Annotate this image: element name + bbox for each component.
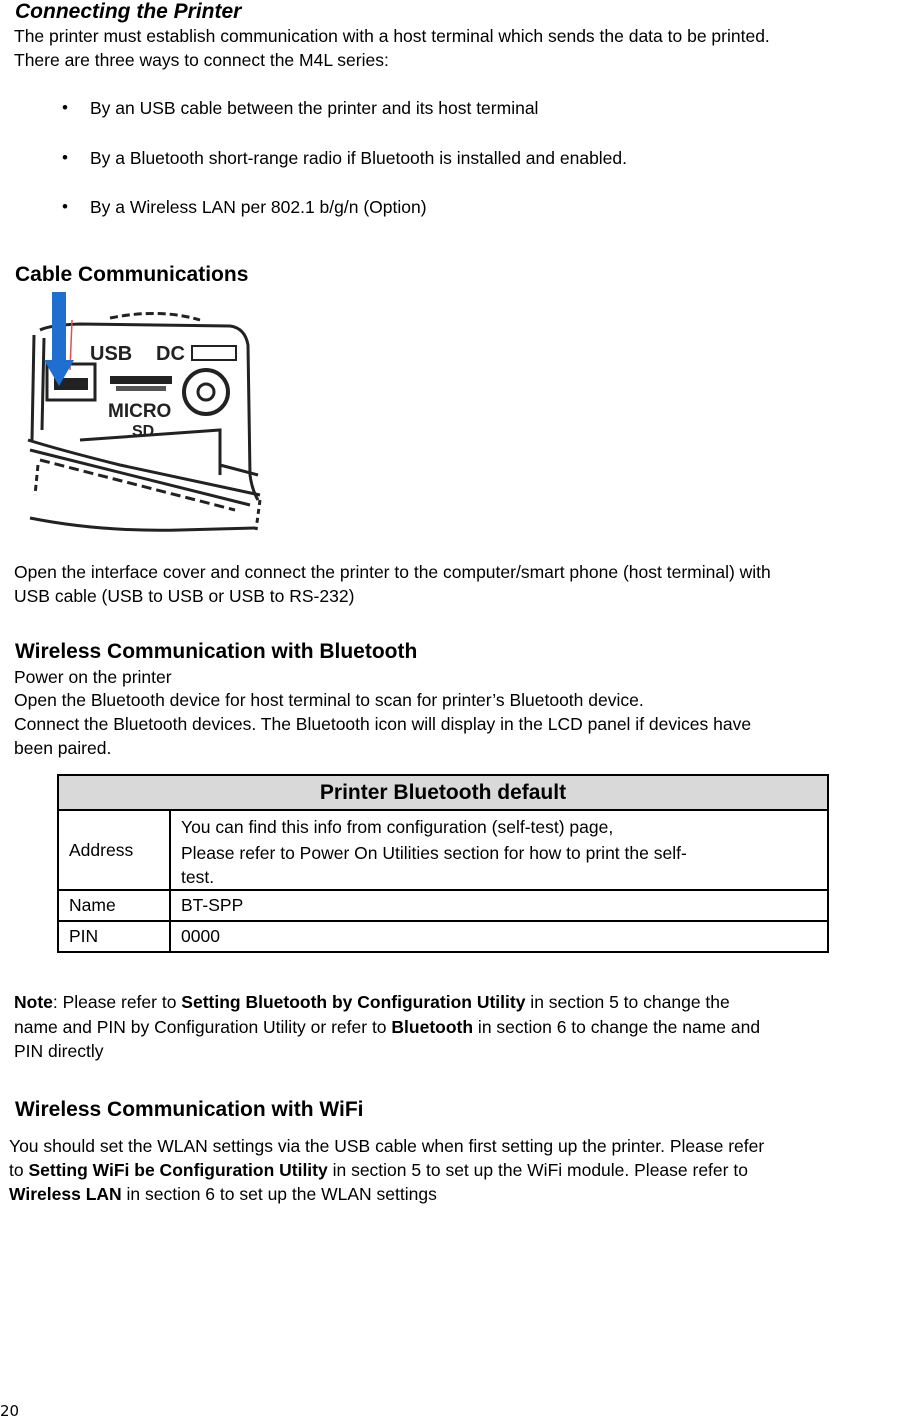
- wifi-title: Wireless Communication with WiFi: [15, 1098, 364, 1121]
- address-value-line2: Please refer to Power On Utilities section for how to print the self-: [181, 843, 687, 863]
- address-value: [170, 810, 828, 890]
- bullet-text: By a Bluetooth short-range radio if Bluetooth is installed and enabled.: [90, 148, 628, 168]
- note-text: in section 6 to change the name and: [473, 1017, 761, 1037]
- cable-desc-line1: Open the interface cover and connect the printer to the computer/smart phone (host terminal) with: [14, 562, 771, 582]
- bullet-symbol: •: [62, 148, 68, 167]
- bullet-text: By a Wireless LAN per 802.1 b/g/n (Option): [90, 197, 427, 217]
- wifi-text: in section 5 to set up the WiFi module. Please refer to: [327, 1160, 748, 1180]
- note-text: in section 5 to change the: [525, 992, 730, 1012]
- note-line1: [14, 990, 730, 1014]
- usb-label: USB: [90, 343, 133, 365]
- bullet-text: By an USB cable between the printer and its host terminal: [90, 98, 539, 118]
- note-text: : Please refer to: [52, 992, 182, 1012]
- wifi-text: in section 6 to set up the WLAN settings: [121, 1184, 437, 1204]
- note-line3: PIN directly: [14, 1041, 104, 1061]
- wifi-line1: You should set the WLAN settings via the USB cable when first setting up the printer. Please refer: [9, 1136, 765, 1156]
- table-header: Printer Bluetooth default: [58, 775, 828, 810]
- address-value-line3: test.: [181, 867, 215, 887]
- dc-slot: [192, 346, 236, 360]
- dc-jack: [184, 370, 228, 414]
- bluetooth-line1: Power on the printer: [14, 667, 172, 687]
- wifi-line3: [9, 1182, 437, 1206]
- page-number: 20: [0, 1402, 20, 1420]
- pin-label: PIN: [58, 921, 170, 952]
- sd-label: SD: [132, 423, 155, 440]
- cable-title: Cable Communications: [15, 263, 249, 286]
- printer-interface-figure: [20, 290, 265, 535]
- wifi-text: to: [9, 1160, 29, 1180]
- connecting-title: Connecting the Printer: [15, 0, 242, 23]
- note-text: name and PIN by Configuration Utility or refer to: [14, 1017, 392, 1037]
- connecting-intro-line1: The printer must establish communication with a host terminal which sends the data to be printed.: [14, 26, 770, 46]
- note-label: Note: [14, 992, 53, 1012]
- table-row: [58, 890, 828, 921]
- note-link-config-utility: Setting Bluetooth by Configuration Utility: [181, 992, 526, 1012]
- wifi-link-wireless-lan: Wireless LAN: [9, 1184, 122, 1204]
- wifi-link-config-utility: Setting WiFi be Configuration Utility: [28, 1160, 328, 1180]
- bluetooth-line3: Connect the Bluetooth devices. The Bluetooth icon will display in the LCD panel if devices have: [14, 714, 752, 734]
- bluetooth-default-table: [57, 774, 829, 953]
- bullet-symbol: •: [62, 197, 68, 216]
- table-row: [58, 810, 828, 890]
- dc-label: DC: [156, 343, 185, 365]
- name-value: BT-SPP: [170, 890, 828, 921]
- table-row: [58, 921, 828, 952]
- cable-desc-line2: USB cable (USB to USB or USB to RS-232): [14, 586, 355, 606]
- pin-value: 0000: [170, 921, 828, 952]
- bluetooth-line2: Open the Bluetooth device for host terminal to scan for printer’s Bluetooth device.: [14, 690, 644, 710]
- note-link-bluetooth: Bluetooth: [391, 1017, 474, 1037]
- bluetooth-title: Wireless Communication with Bluetooth: [15, 640, 418, 663]
- address-value-line1: You can find this info from configuration (self-test) page,: [181, 817, 614, 837]
- micro-label: MICRO: [108, 401, 172, 422]
- microsd-slot: [110, 376, 172, 391]
- name-label: Name: [58, 890, 170, 921]
- address-label: Address: [58, 810, 170, 890]
- wifi-line2: [9, 1158, 748, 1182]
- connecting-intro-line2: There are three ways to connect the M4L series:: [14, 50, 389, 70]
- note-line2: [14, 1015, 760, 1039]
- bullet-symbol: •: [62, 98, 68, 117]
- table-header-row: [58, 775, 828, 810]
- bluetooth-line4: been paired.: [14, 738, 112, 758]
